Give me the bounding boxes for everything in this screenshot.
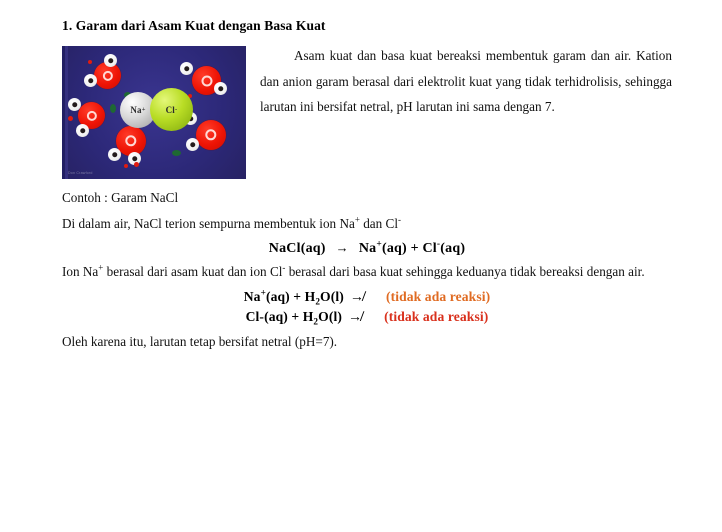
sodium-ion: Na + <box>120 92 156 128</box>
equation-product-1: Na <box>358 241 377 257</box>
water-subscript: 2 <box>313 317 319 328</box>
hydrogen-atom <box>104 54 117 67</box>
no-reaction-lhs <box>245 309 342 328</box>
figure-watermark: Don Crawford <box>68 171 93 175</box>
equation-reactant: NaCl(aq) <box>268 241 326 257</box>
charge-dot <box>68 116 73 121</box>
charge-dot <box>88 60 92 64</box>
charge-dot <box>124 164 128 168</box>
page-title: 1. Garam dari Asam Kuat dengan Basa Kuat <box>62 18 326 33</box>
equation-product-1-state: (aq) <box>381 241 407 257</box>
explanation-paragraph <box>62 259 672 285</box>
chloride-ion: Cl - <box>150 88 193 131</box>
no-reaction-equation-2 <box>62 309 672 326</box>
conclusion-line: Oleh karena itu, larutan tetap bersifat netral (pH=7). <box>62 334 338 350</box>
equation-product-2-charge: - <box>436 239 441 250</box>
figure-frame <box>62 46 246 179</box>
hydrogen-atom <box>76 124 89 137</box>
no-reaction-arrow-icon: ↛ <box>347 310 363 326</box>
equation-product-2-state: (aq) <box>440 241 466 257</box>
explanation-sup-1: + <box>98 262 104 273</box>
no-reaction-equation-1 <box>62 289 672 306</box>
no-reaction-note: (tidak ada reaksi) <box>385 289 491 305</box>
equation-product-1-charge: + <box>376 239 382 250</box>
document-content <box>62 18 672 356</box>
water-molecule <box>106 124 156 170</box>
explanation-sup-2: - <box>282 262 286 273</box>
water-subscript: 2 <box>315 297 321 308</box>
example-line: Contoh : Garam NaCl <box>62 190 179 205</box>
equation-plus: + <box>410 241 419 257</box>
equation-product-2: Cl <box>422 241 437 257</box>
hydrogen-atom <box>68 98 81 111</box>
water-state: O(l) <box>320 289 344 305</box>
intro-paragraph: Asam kuat dan basa kuat bereaksi membentuk garam dan air. Kation dan anion garam berasal dari elektrolit kuat yang tidak terhidrolisis, sehingga larutan ini bersifat netral, pH larutan ini sama dengan 7. <box>260 48 672 115</box>
sodium-charge-sup: + <box>354 214 360 225</box>
explanation-part-2: berasal dari asam kuat dan ion Cl <box>103 264 283 280</box>
intro-block <box>62 43 672 185</box>
no-reaction-species: Na <box>243 289 261 305</box>
explanation-part-3: berasal dari basa kuat sehingga keduanya tidak bereaksi dengan air. <box>285 264 645 280</box>
hydrogen-atom <box>214 82 227 95</box>
dissociation-intro-line <box>62 211 672 237</box>
water-formula: H <box>302 309 314 325</box>
chloride-ion-label: Cl <box>165 104 176 115</box>
hydrogen-atom <box>108 148 121 161</box>
solvent-marker <box>172 150 181 156</box>
sodium-ion-label: Na <box>130 105 142 115</box>
water-state: O(l) <box>318 309 342 325</box>
dissociation-intro-before: Di dalam air, NaCl terion sempurna membentuk ion Na <box>62 216 355 232</box>
no-reaction-plus: + <box>293 289 302 305</box>
dissociation-intro-middle: dan Cl <box>359 216 398 232</box>
no-reaction-species-state: (aq) <box>264 309 288 325</box>
hydrogen-atom <box>186 138 199 151</box>
water-formula: H <box>304 289 316 305</box>
no-reaction-lhs <box>243 287 344 308</box>
no-reaction-species: Cl- <box>245 309 265 325</box>
hydrogen-atom <box>180 62 193 75</box>
solvent-marker <box>110 104 116 113</box>
no-reaction-arrow-icon: ↛ <box>349 290 364 306</box>
oxygen-atom <box>196 120 226 150</box>
no-reaction-plus: + <box>291 309 300 325</box>
chloride-charge-sup: - <box>398 214 401 225</box>
no-reaction-note: (tidak ada reaksi) <box>384 309 489 325</box>
explanation-part-1: Ion Na <box>62 264 99 280</box>
charge-dot <box>134 162 139 167</box>
hydrogen-atom <box>84 74 97 87</box>
dissociation-equation <box>62 240 672 257</box>
no-reaction-species-charge: + <box>260 287 266 298</box>
water-molecule <box>82 54 128 94</box>
reaction-arrow-icon: → <box>335 240 349 256</box>
hydration-diagram-figure <box>62 46 246 179</box>
no-reaction-species-state: (aq) <box>265 289 290 305</box>
